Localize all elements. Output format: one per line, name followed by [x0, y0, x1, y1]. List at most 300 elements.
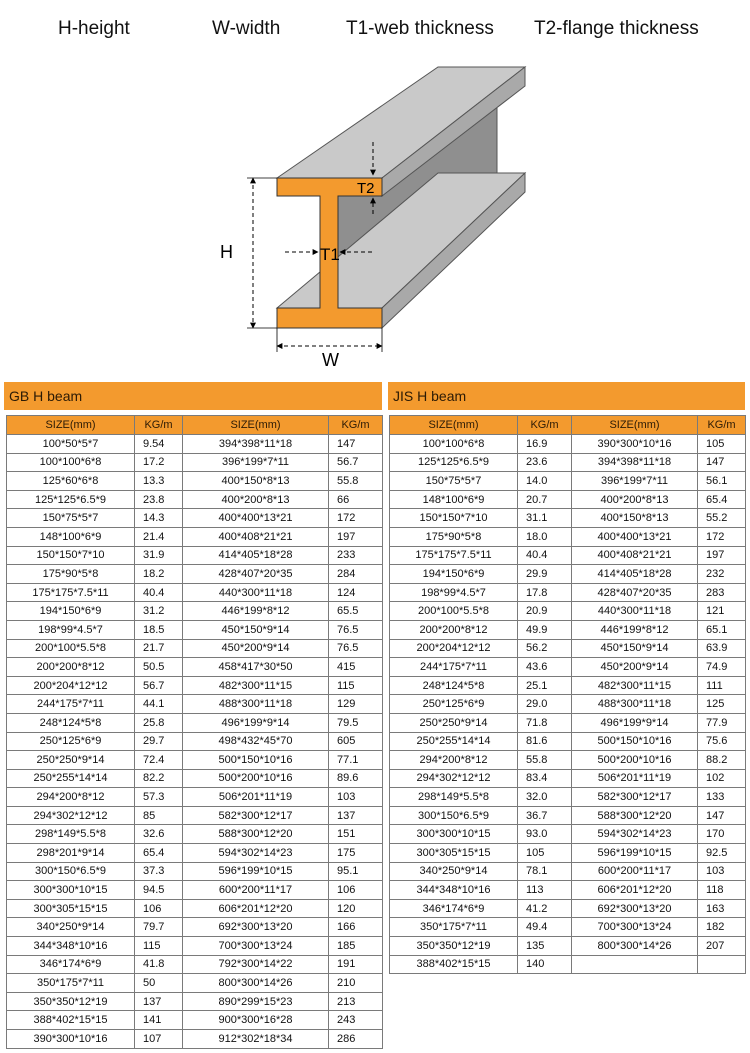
gb-size-cell: 300*305*15*15: [7, 899, 135, 918]
jis-size-cell: 500*200*10*16: [572, 751, 698, 770]
jis-table-row: [390, 490, 746, 509]
jis-size-cell: 388*402*15*15: [390, 955, 518, 974]
gb-size-cell: 388*402*15*15: [7, 1011, 135, 1030]
jis-table-row: [390, 509, 746, 528]
gb-weight-cell: 76.5: [329, 620, 383, 639]
gb-table-row: [7, 974, 383, 993]
gb-header-weight: KG/m: [135, 416, 183, 435]
gb-weight-cell: 41.8: [135, 955, 183, 974]
gb-weight-cell: 31.2: [135, 602, 183, 621]
gb-weight-cell: 65.4: [135, 844, 183, 863]
gb-size-cell: 400*400*13*21: [183, 509, 329, 528]
jis-size-cell: 606*201*12*20: [572, 881, 698, 900]
gb-weight-cell: 89.6: [329, 769, 383, 788]
gb-weight-cell: 151: [329, 825, 383, 844]
legend-flange-thickness: T2-flange thickness: [534, 18, 699, 39]
jis-weight-cell: 207: [698, 937, 746, 956]
jis-weight-cell: 105: [698, 435, 746, 454]
jis-weight-cell: 113: [518, 881, 572, 900]
gb-table-row: [7, 899, 383, 918]
gb-table-row: [7, 490, 383, 509]
legend-height: H-height: [58, 18, 130, 39]
gb-weight-cell: 13.3: [135, 472, 183, 491]
jis-weight-cell: 135: [518, 937, 572, 956]
gb-size-cell: 428*407*20*35: [183, 565, 329, 584]
gb-weight-cell: 137: [135, 992, 183, 1011]
jis-size-cell: 248*124*5*8: [390, 676, 518, 695]
jis-weight-cell: 41.2: [518, 899, 572, 918]
gb-weight-cell: 175: [329, 844, 383, 863]
jis-weight-cell: 197: [698, 546, 746, 565]
gb-weight-cell: 18.5: [135, 620, 183, 639]
gb-size-cell: 175*175*7.5*11: [7, 583, 135, 602]
gb-size-cell: 298*149*5.5*8: [7, 825, 135, 844]
gb-table-row: [7, 527, 383, 546]
gb-table-row: [7, 1011, 383, 1030]
jis-table-row: [390, 899, 746, 918]
h-label: H: [220, 242, 233, 262]
gb-weight-cell: 103: [329, 788, 383, 807]
jis-table-row: [390, 658, 746, 677]
jis-weight-cell: 75.6: [698, 732, 746, 751]
gb-header-size: SIZE(mm): [183, 416, 329, 435]
jis-weight-cell: 77.9: [698, 713, 746, 732]
gb-weight-cell: 77.1: [329, 751, 383, 770]
jis-weight-cell: 36.7: [518, 806, 572, 825]
gb-weight-cell: 210: [329, 974, 383, 993]
jis-weight-cell: 105: [518, 844, 572, 863]
gb-weight-cell: 79.7: [135, 918, 183, 937]
gb-weight-cell: 72.4: [135, 751, 183, 770]
jis-table-row: [390, 955, 746, 974]
jis-size-cell: 340*250*9*14: [390, 862, 518, 881]
jis-table-row: [390, 918, 746, 937]
jis-size-cell: 800*300*14*26: [572, 937, 698, 956]
jis-weight-cell: 74.9: [698, 658, 746, 677]
jis-weight-cell: 71.8: [518, 713, 572, 732]
gb-weight-cell: 85: [135, 806, 183, 825]
jis-table: [389, 415, 746, 974]
gb-weight-cell: 166: [329, 918, 383, 937]
jis-weight-cell: 20.7: [518, 490, 572, 509]
gb-table: [6, 415, 383, 1049]
gb-size-cell: 596*199*10*15: [183, 862, 329, 881]
jis-size-cell: 450*150*9*14: [572, 639, 698, 658]
jis-weight-cell: 147: [698, 806, 746, 825]
gb-table-row: [7, 844, 383, 863]
gb-weight-cell: 147: [329, 435, 383, 454]
gb-size-cell: 344*348*10*16: [7, 937, 135, 956]
gb-size-cell: 250*255*14*14: [7, 769, 135, 788]
gb-size-cell: 496*199*9*14: [183, 713, 329, 732]
gb-size-cell: 350*350*12*19: [7, 992, 135, 1011]
gb-size-cell: 588*300*12*20: [183, 825, 329, 844]
gb-table-row: [7, 695, 383, 714]
jis-size-cell: 390*300*10*16: [572, 435, 698, 454]
gb-size-cell: 175*90*5*8: [7, 565, 135, 584]
gb-table-row: [7, 453, 383, 472]
gb-size-cell: 150*150*7*10: [7, 546, 135, 565]
gb-size-cell: 800*300*14*26: [183, 974, 329, 993]
jis-table-row: [390, 713, 746, 732]
gb-size-cell: 458*417*30*50: [183, 658, 329, 677]
gb-size-cell: 394*398*11*18: [183, 435, 329, 454]
gb-weight-cell: 37.3: [135, 862, 183, 881]
jis-header-weight: KG/m: [518, 416, 572, 435]
jis-size-cell: 346*174*6*9: [390, 899, 518, 918]
gb-weight-cell: 243: [329, 1011, 383, 1030]
jis-weight-cell: 32.0: [518, 788, 572, 807]
gb-weight-cell: 286: [329, 1030, 383, 1049]
jis-table-row: [390, 695, 746, 714]
gb-weight-cell: 18.2: [135, 565, 183, 584]
jis-size-cell: 298*149*5.5*8: [390, 788, 518, 807]
jis-size-cell: 394*398*11*18: [572, 453, 698, 472]
jis-weight-cell: 14.0: [518, 472, 572, 491]
jis-weight-cell: 83.4: [518, 769, 572, 788]
jis-size-cell: 440*300*11*18: [572, 602, 698, 621]
gb-size-cell: 606*201*12*20: [183, 899, 329, 918]
gb-weight-cell: 21.7: [135, 639, 183, 658]
gb-header-size: SIZE(mm): [7, 416, 135, 435]
gb-size-cell: 482*300*11*15: [183, 676, 329, 695]
gb-weight-cell: 9.54: [135, 435, 183, 454]
jis-table-row: [390, 862, 746, 881]
jis-size-cell: 100*100*6*8: [390, 435, 518, 454]
gb-weight-cell: 197: [329, 527, 383, 546]
jis-weight-cell: 283: [698, 583, 746, 602]
jis-table-row: [390, 453, 746, 472]
gb-weight-cell: 31.9: [135, 546, 183, 565]
jis-weight-cell: 182: [698, 918, 746, 937]
gb-weight-cell: 44.1: [135, 695, 183, 714]
gb-table-row: [7, 620, 383, 639]
jis-weight-cell: 111: [698, 676, 746, 695]
gb-weight-cell: 124: [329, 583, 383, 602]
jis-table-row: [390, 546, 746, 565]
gb-weight-cell: 191: [329, 955, 383, 974]
gb-size-cell: 350*175*7*11: [7, 974, 135, 993]
jis-weight-cell: 49.9: [518, 620, 572, 639]
t1-label: T1: [320, 245, 340, 264]
jis-weight-cell: 118: [698, 881, 746, 900]
jis-size-cell: 300*305*15*15: [390, 844, 518, 863]
gb-table-row: [7, 937, 383, 956]
jis-weight-cell: 65.1: [698, 620, 746, 639]
jis-size-cell: 588*300*12*20: [572, 806, 698, 825]
jis-size-cell: 175*90*5*8: [390, 527, 518, 546]
jis-size-cell: 582*300*12*17: [572, 788, 698, 807]
gb-size-cell: 148*100*6*9: [7, 527, 135, 546]
jis-size-cell: 692*300*13*20: [572, 899, 698, 918]
gb-size-cell: 692*300*13*20: [183, 918, 329, 937]
gb-size-cell: 594*302*14*23: [183, 844, 329, 863]
jis-weight-cell: [698, 955, 746, 974]
gb-size-cell: 250*125*6*9: [7, 732, 135, 751]
jis-table-row: [390, 583, 746, 602]
jis-weight-cell: 172: [698, 527, 746, 546]
jis-size-cell: 482*300*11*15: [572, 676, 698, 695]
gb-table-row: [7, 955, 383, 974]
gb-weight-cell: 82.2: [135, 769, 183, 788]
gb-size-cell: 900*300*16*28: [183, 1011, 329, 1030]
gb-weight-cell: 115: [329, 676, 383, 695]
jis-size-cell: 200*204*12*12: [390, 639, 518, 658]
jis-weight-cell: 29.9: [518, 565, 572, 584]
jis-header-weight: KG/m: [698, 416, 746, 435]
gb-size-cell: 198*99*4.5*7: [7, 620, 135, 639]
gb-size-cell: 244*175*7*11: [7, 695, 135, 714]
jis-weight-cell: 56.1: [698, 472, 746, 491]
gb-weight-cell: 115: [135, 937, 183, 956]
gb-weight-cell: 40.4: [135, 583, 183, 602]
gb-size-cell: 390*300*10*16: [7, 1030, 135, 1049]
jis-weight-cell: 56.2: [518, 639, 572, 658]
jis-table-row: [390, 620, 746, 639]
gb-table-row: [7, 806, 383, 825]
gb-weight-cell: 233: [329, 546, 383, 565]
gb-size-cell: 400*200*8*13: [183, 490, 329, 509]
gb-table-row: [7, 769, 383, 788]
jis-size-cell: 250*250*9*14: [390, 713, 518, 732]
w-label: W: [322, 350, 339, 370]
jis-weight-cell: 17.8: [518, 583, 572, 602]
jis-size-cell: 496*199*9*14: [572, 713, 698, 732]
h-beam-diagram: [0, 0, 750, 375]
gb-table-row: [7, 639, 383, 658]
jis-size-cell: 506*201*11*19: [572, 769, 698, 788]
jis-table-row: [390, 527, 746, 546]
gb-weight-cell: 107: [135, 1030, 183, 1049]
jis-size-cell: 250*125*6*9: [390, 695, 518, 714]
jis-table-row: [390, 565, 746, 584]
jis-weight-cell: 31.1: [518, 509, 572, 528]
gb-weight-cell: 55.8: [329, 472, 383, 491]
jis-weight-cell: 55.8: [518, 751, 572, 770]
gb-weight-cell: 56.7: [135, 676, 183, 695]
gb-table-row: [7, 788, 383, 807]
jis-size-cell: 200*200*8*12: [390, 620, 518, 639]
gb-size-cell: 450*150*9*14: [183, 620, 329, 639]
gb-weight-cell: 94.5: [135, 881, 183, 900]
jis-size-cell: 250*255*14*14: [390, 732, 518, 751]
jis-size-cell: [572, 955, 698, 974]
gb-size-cell: 500*150*10*16: [183, 751, 329, 770]
gb-weight-cell: 137: [329, 806, 383, 825]
gb-size-cell: 150*75*5*7: [7, 509, 135, 528]
gb-table-row: [7, 583, 383, 602]
jis-size-cell: 414*405*18*28: [572, 565, 698, 584]
gb-size-cell: 125*60*6*8: [7, 472, 135, 491]
jis-size-cell: 294*200*8*12: [390, 751, 518, 770]
gb-table-row: [7, 435, 383, 454]
gb-size-cell: 500*200*10*16: [183, 769, 329, 788]
gb-size-cell: 194*150*6*9: [7, 602, 135, 621]
jis-table-row: [390, 825, 746, 844]
jis-section-title: JIS H beam: [388, 382, 745, 410]
jis-size-cell: 148*100*6*9: [390, 490, 518, 509]
gb-table-row: [7, 472, 383, 491]
gb-weight-cell: 284: [329, 565, 383, 584]
jis-table-row: [390, 435, 746, 454]
gb-table-row: [7, 992, 383, 1011]
gb-weight-cell: 32.6: [135, 825, 183, 844]
gb-size-cell: 414*405*18*28: [183, 546, 329, 565]
gb-table-row: [7, 676, 383, 695]
gb-weight-cell: 79.5: [329, 713, 383, 732]
gb-size-cell: 792*300*14*22: [183, 955, 329, 974]
gb-weight-cell: 129: [329, 695, 383, 714]
jis-size-cell: 428*407*20*35: [572, 583, 698, 602]
jis-table-row: [390, 844, 746, 863]
gb-table-row: [7, 862, 383, 881]
gb-size-cell: 700*300*13*24: [183, 937, 329, 956]
gb-table-row: [7, 546, 383, 565]
gb-weight-cell: 17.2: [135, 453, 183, 472]
gb-weight-cell: 120: [329, 899, 383, 918]
jis-size-cell: 396*199*7*11: [572, 472, 698, 491]
jis-weight-cell: 92.5: [698, 844, 746, 863]
jis-size-cell: 700*300*13*24: [572, 918, 698, 937]
jis-table-row: [390, 881, 746, 900]
gb-size-cell: 300*300*10*15: [7, 881, 135, 900]
jis-weight-cell: 93.0: [518, 825, 572, 844]
jis-size-cell: 488*300*11*18: [572, 695, 698, 714]
jis-weight-cell: 125: [698, 695, 746, 714]
gb-size-cell: 488*300*11*18: [183, 695, 329, 714]
jis-size-cell: 194*150*6*9: [390, 565, 518, 584]
jis-weight-cell: 133: [698, 788, 746, 807]
gb-size-cell: 450*200*9*14: [183, 639, 329, 658]
jis-size-cell: 294*302*12*12: [390, 769, 518, 788]
gb-table-row: [7, 565, 383, 584]
jis-table-row: [390, 806, 746, 825]
jis-weight-cell: 43.6: [518, 658, 572, 677]
gb-size-cell: 506*201*11*19: [183, 788, 329, 807]
jis-table-row: [390, 751, 746, 770]
jis-weight-cell: 140: [518, 955, 572, 974]
gb-weight-cell: 95.1: [329, 862, 383, 881]
gb-weight-cell: 141: [135, 1011, 183, 1030]
gb-size-cell: 100*50*5*7: [7, 435, 135, 454]
gb-size-cell: 200*200*8*12: [7, 658, 135, 677]
jis-weight-cell: 18.0: [518, 527, 572, 546]
gb-size-cell: 582*300*12*17: [183, 806, 329, 825]
gb-weight-cell: 605: [329, 732, 383, 751]
gb-weight-cell: 21.4: [135, 527, 183, 546]
gb-table-row: [7, 713, 383, 732]
jis-size-cell: 400*408*21*21: [572, 546, 698, 565]
gb-header-weight: KG/m: [329, 416, 383, 435]
jis-weight-cell: 163: [698, 899, 746, 918]
jis-weight-cell: 63.9: [698, 639, 746, 658]
jis-size-cell: 150*150*7*10: [390, 509, 518, 528]
jis-weight-cell: 65.4: [698, 490, 746, 509]
gb-weight-cell: 106: [135, 899, 183, 918]
gb-size-cell: 340*250*9*14: [7, 918, 135, 937]
gb-size-cell: 890*299*15*23: [183, 992, 329, 1011]
gb-weight-cell: 106: [329, 881, 383, 900]
gb-section-title: GB H beam: [4, 382, 382, 410]
gb-size-cell: 912*302*18*34: [183, 1030, 329, 1049]
jis-size-cell: 400*400*13*21: [572, 527, 698, 546]
jis-weight-cell: 81.6: [518, 732, 572, 751]
jis-size-cell: 600*200*11*17: [572, 862, 698, 881]
gb-size-cell: 100*100*6*8: [7, 453, 135, 472]
gb-size-cell: 300*150*6.5*9: [7, 862, 135, 881]
legend-web-thickness: T1-web thickness: [346, 18, 494, 39]
jis-weight-cell: 88.2: [698, 751, 746, 770]
gb-header-row: [7, 416, 383, 435]
gb-weight-cell: 29.7: [135, 732, 183, 751]
jis-table-row: [390, 769, 746, 788]
jis-header-size: SIZE(mm): [390, 416, 518, 435]
gb-table-row: [7, 509, 383, 528]
jis-size-cell: 594*302*14*23: [572, 825, 698, 844]
jis-weight-cell: 121: [698, 602, 746, 621]
jis-header-size: SIZE(mm): [572, 416, 698, 435]
jis-size-cell: 175*175*7.5*11: [390, 546, 518, 565]
jis-table-row: [390, 937, 746, 956]
gb-weight-cell: 172: [329, 509, 383, 528]
jis-weight-cell: 49.4: [518, 918, 572, 937]
gb-table-row: [7, 918, 383, 937]
gb-weight-cell: 66: [329, 490, 383, 509]
gb-size-cell: 294*302*12*12: [7, 806, 135, 825]
gb-weight-cell: 23.8: [135, 490, 183, 509]
gb-weight-cell: 65.5: [329, 602, 383, 621]
jis-weight-cell: 78.1: [518, 862, 572, 881]
jis-size-cell: 300*300*10*15: [390, 825, 518, 844]
jis-table-row: [390, 676, 746, 695]
jis-table-row: [390, 472, 746, 491]
jis-size-cell: 350*350*12*19: [390, 937, 518, 956]
gb-size-cell: 250*250*9*14: [7, 751, 135, 770]
jis-table-row: [390, 639, 746, 658]
gb-size-cell: 200*100*5.5*8: [7, 639, 135, 658]
jis-table-row: [390, 602, 746, 621]
gb-weight-cell: 14.3: [135, 509, 183, 528]
jis-table-row: [390, 732, 746, 751]
gb-table-row: [7, 751, 383, 770]
gb-weight-cell: 76.5: [329, 639, 383, 658]
gb-size-cell: 125*125*6.5*9: [7, 490, 135, 509]
gb-table-row: [7, 881, 383, 900]
jis-weight-cell: 40.4: [518, 546, 572, 565]
gb-table-body: [7, 435, 383, 1049]
jis-size-cell: 198*99*4.5*7: [390, 583, 518, 602]
gb-size-cell: 400*408*21*21: [183, 527, 329, 546]
jis-header-row: [390, 416, 746, 435]
jis-size-cell: 350*175*7*11: [390, 918, 518, 937]
gb-size-cell: 440*300*11*18: [183, 583, 329, 602]
gb-size-cell: 346*174*6*9: [7, 955, 135, 974]
jis-size-cell: 125*125*6.5*9: [390, 453, 518, 472]
gb-size-cell: 248*124*5*8: [7, 713, 135, 732]
jis-size-cell: 150*75*5*7: [390, 472, 518, 491]
jis-size-cell: 200*100*5.5*8: [390, 602, 518, 621]
jis-size-cell: 446*199*8*12: [572, 620, 698, 639]
gb-table-row: [7, 1030, 383, 1049]
gb-weight-cell: 213: [329, 992, 383, 1011]
jis-weight-cell: 170: [698, 825, 746, 844]
jis-size-cell: 500*150*10*16: [572, 732, 698, 751]
gb-size-cell: 294*200*8*12: [7, 788, 135, 807]
jis-weight-cell: 103: [698, 862, 746, 881]
gb-table-row: [7, 658, 383, 677]
gb-size-cell: 446*199*8*12: [183, 602, 329, 621]
gb-size-cell: 498*432*45*70: [183, 732, 329, 751]
